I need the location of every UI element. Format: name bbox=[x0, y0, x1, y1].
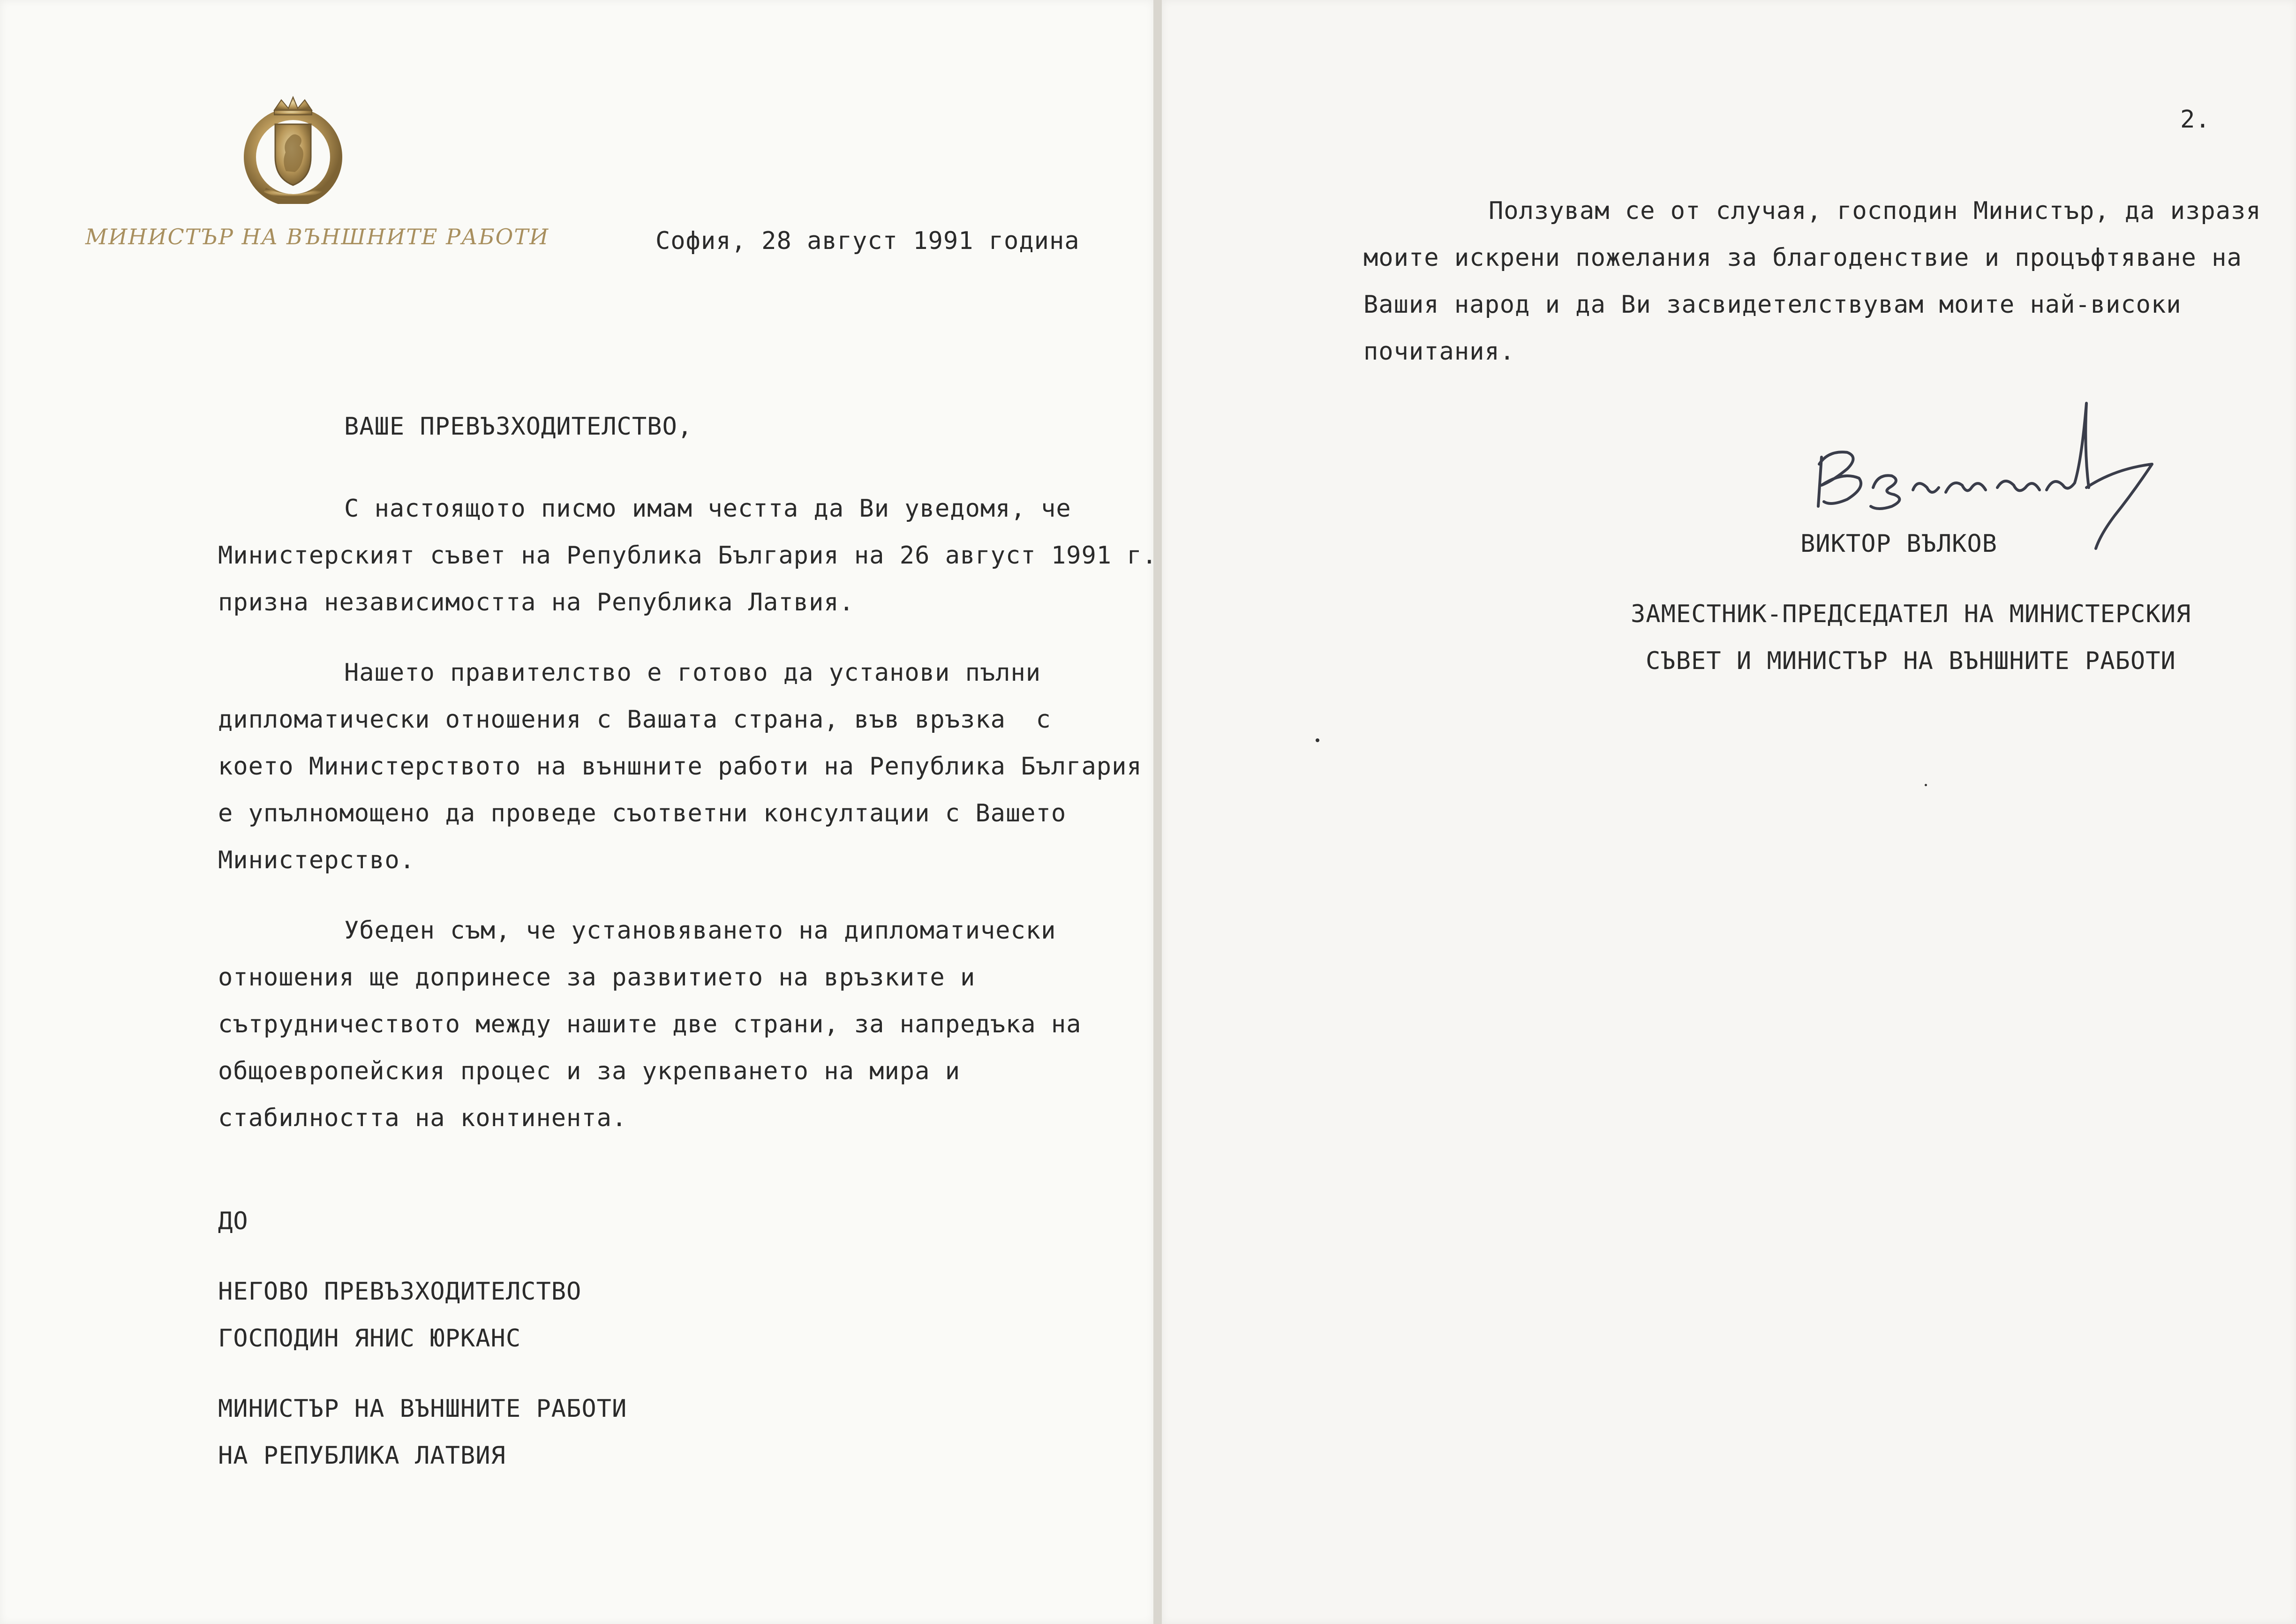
body-line: Убеден съм, че установяването на дипломатически bbox=[344, 917, 1056, 945]
body-line: Ползувам се от случая, господин Министър, да изразя bbox=[1489, 197, 2261, 225]
addressee-line: НА РЕПУБЛИКА ЛАТВИЯ bbox=[218, 1442, 506, 1470]
body-line: Министерство. bbox=[218, 846, 415, 874]
body-line: почитания. bbox=[1363, 338, 1515, 366]
body-line: Министерският съвет на Република България на 26 август 1991 г. bbox=[218, 541, 1158, 570]
date-line: София, 28 август 1991 година bbox=[655, 227, 1080, 255]
coat-of-arms-icon bbox=[237, 91, 349, 204]
body-line: дипломатически отношения с Вашата страна, във връзка с bbox=[218, 706, 1051, 734]
body-line: С настоящото писмо имам честта да Ви уведомя, че bbox=[344, 495, 1071, 523]
addressee-line: НЕГОВО ПРЕВЪЗХОДИТЕЛСТВО bbox=[218, 1278, 582, 1306]
body-line: сътрудничеството между нашите две страни, за напредъка на bbox=[218, 1010, 1082, 1038]
addressee-line: МИНИСТЪР НА ВЪНШНИТЕ РАБОТИ bbox=[218, 1395, 627, 1423]
letterhead-title: МИНИСТЪР НА ВЪНШНИТЕ РАБОТИ bbox=[85, 224, 550, 249]
body-line: стабилността на континента. bbox=[218, 1104, 627, 1132]
body-line: което Министерството на външните работи на Република България bbox=[218, 752, 1142, 781]
to-label: ДО bbox=[218, 1207, 248, 1235]
addressee-line: ГОСПОДИН ЯНИС ЮРКАНС bbox=[218, 1324, 521, 1353]
body-line: Вашия народ и да Ви засвидетелствувам моите най-високи bbox=[1363, 291, 2182, 319]
body-line: Нашето правителство е готово да установи пълни bbox=[344, 659, 1041, 687]
signer-title-line: ЗАМЕСТНИК-ПРЕДСЕДАТЕЛ НА МИНИСТЕРСКИЯ bbox=[1631, 600, 2191, 628]
body-line: е упълномощено да проведе съответни консултации с Вашето bbox=[218, 799, 1067, 827]
body-line: призна независимостта на Република Латвия. bbox=[218, 588, 854, 617]
body-line: отношения ще допринесе за развитието на връзките и bbox=[218, 963, 976, 992]
signer-name: ВИКТОР ВЪЛКОВ bbox=[1800, 530, 1997, 558]
body-line: моите искрени пожелания за благоденствие и процъфтяване на bbox=[1363, 244, 2242, 272]
salutation: ВАШЕ ПРЕВЪЗХОДИТЕЛСТВО, bbox=[344, 413, 693, 441]
signer-title-line: СЪВЕТ И МИНИСТЪР НА ВЪНШНИТЕ РАБОТИ bbox=[1646, 647, 2176, 675]
body-line: общоевропейския процес и за укрепването на мира и bbox=[218, 1057, 961, 1085]
page-number: 2. bbox=[2180, 105, 2211, 134]
paper-speck bbox=[1925, 784, 1927, 786]
paper-speck bbox=[1316, 738, 1319, 742]
